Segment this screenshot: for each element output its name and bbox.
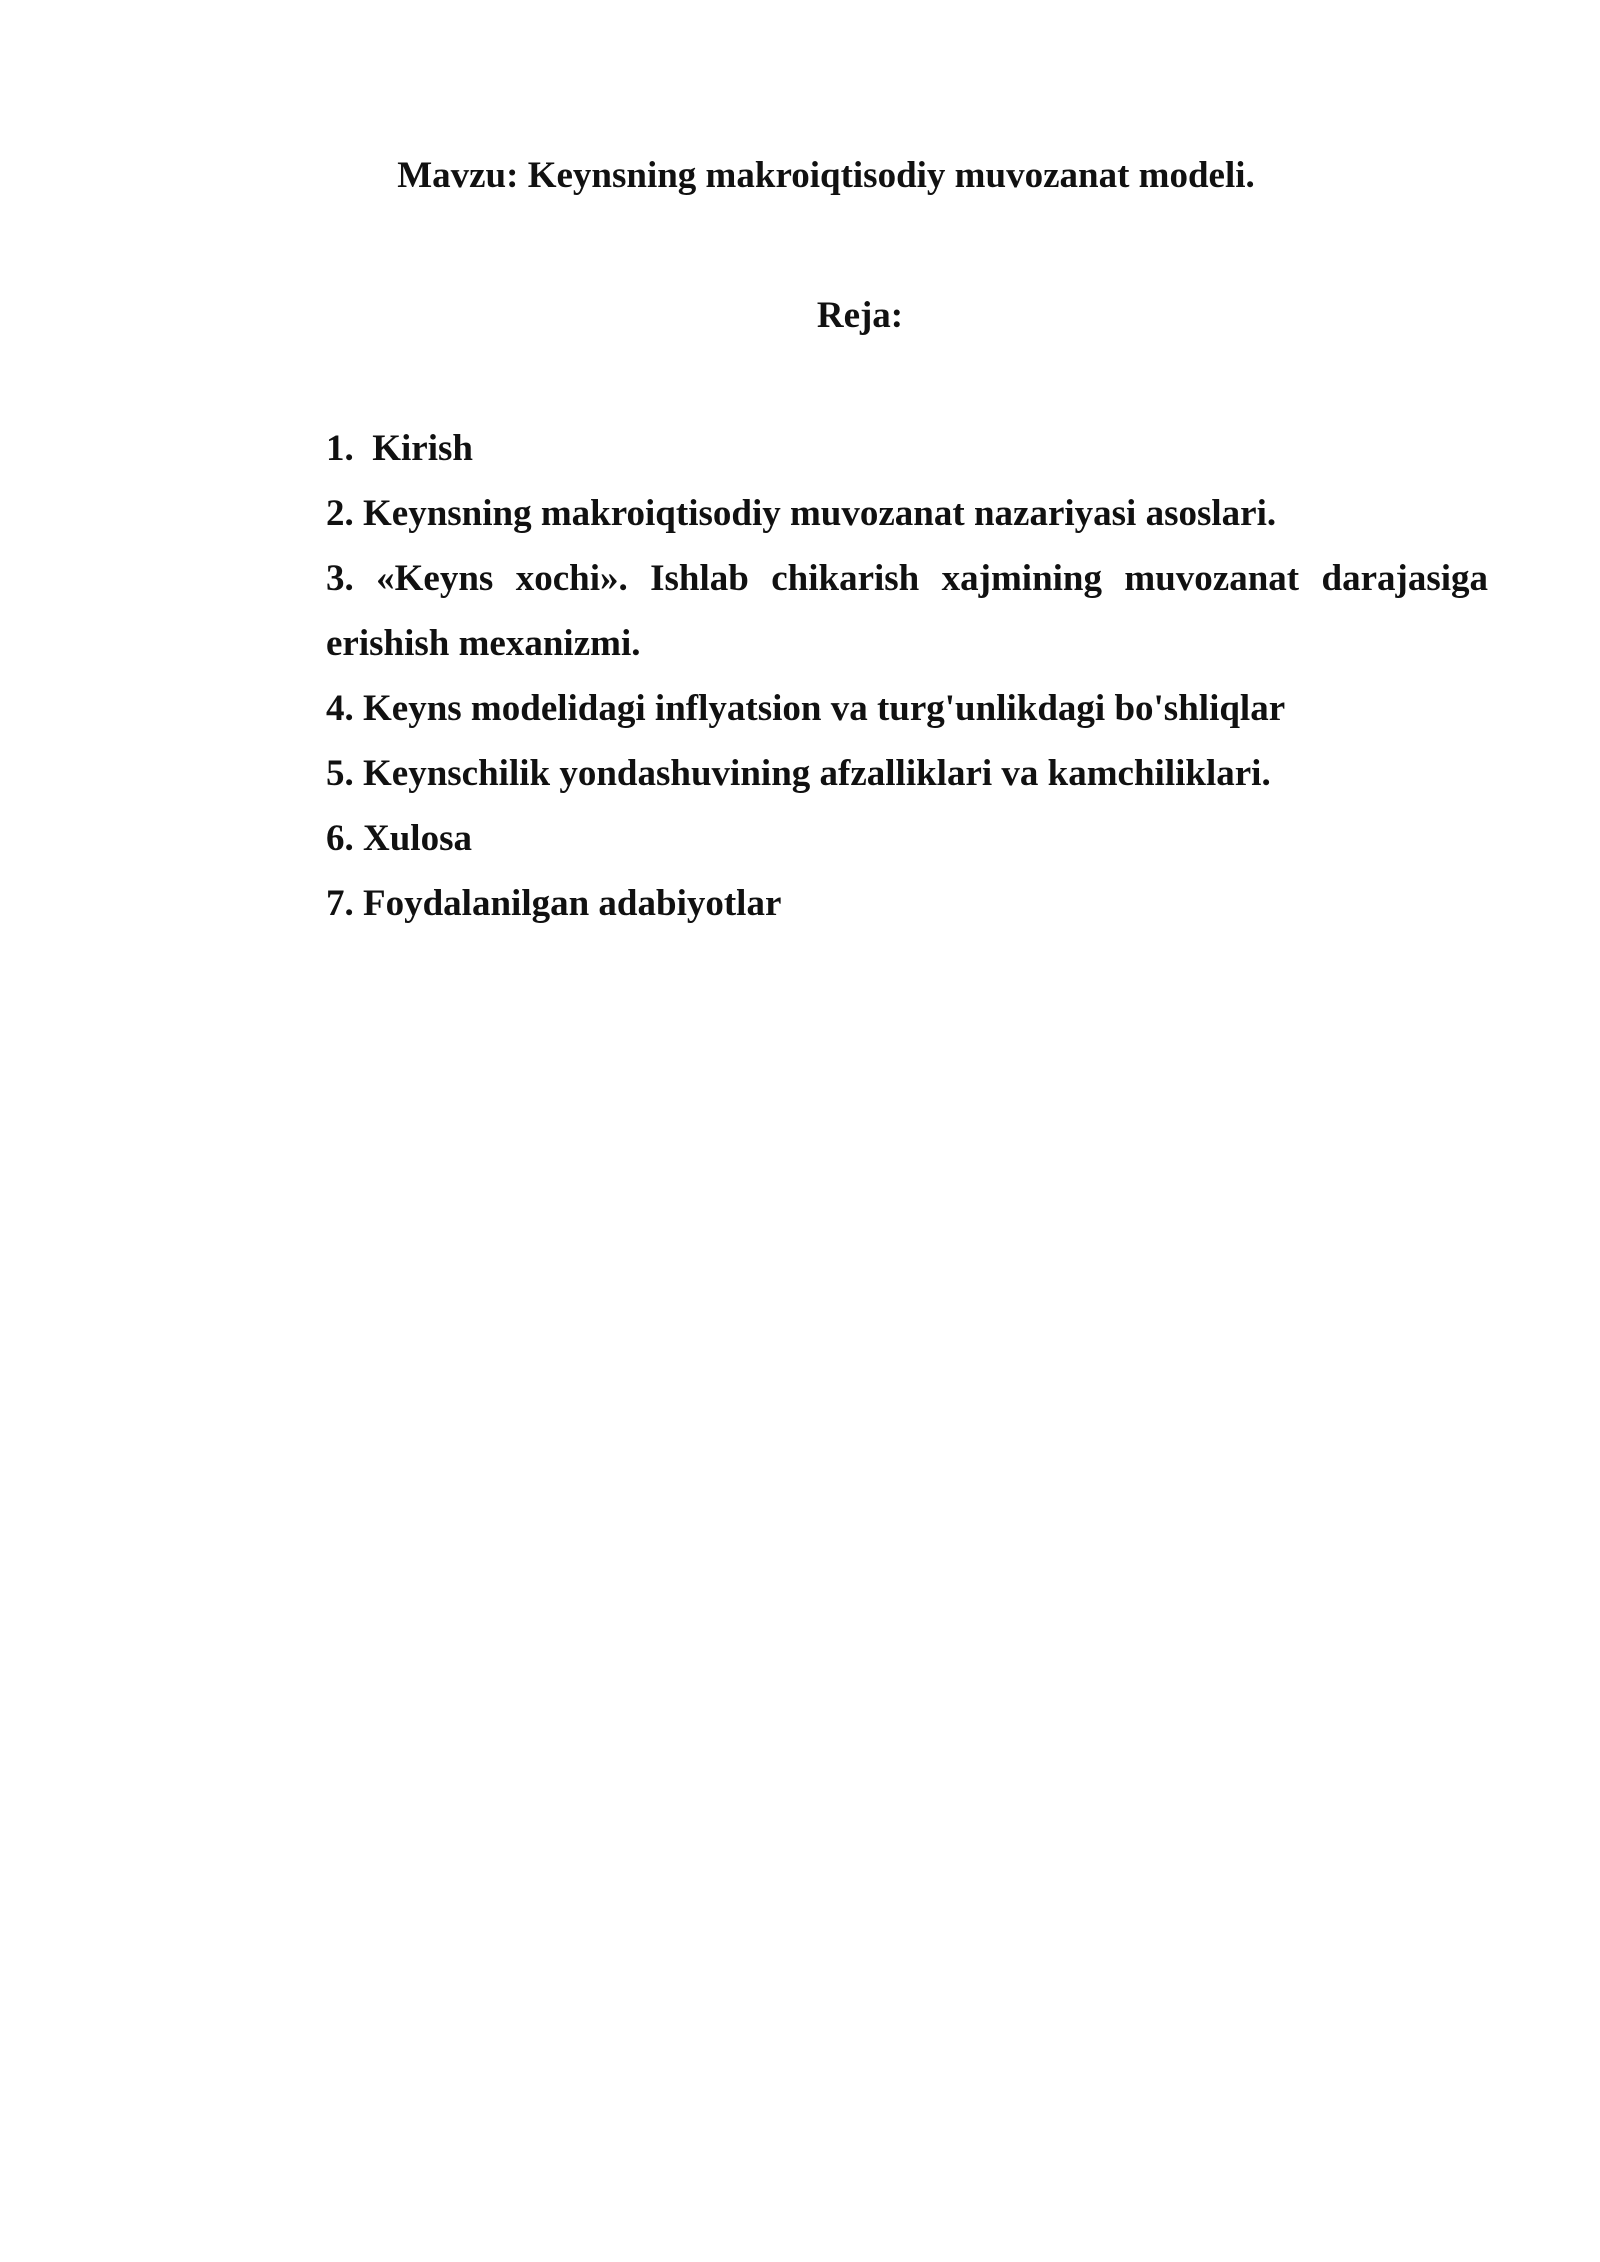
plan-item-text: 6. Xulosa <box>326 818 472 859</box>
plan-item-5 <box>326 741 1488 806</box>
plan-list <box>326 416 1488 936</box>
plan-item-7 <box>326 871 1488 936</box>
plan-item-4 <box>326 676 1488 741</box>
plan-item-text: 2. Keynsning makroiqtisodiy muvozanat nazariyasi asoslari. <box>326 493 1277 534</box>
plan-item-text: 1. Kirish <box>326 428 473 469</box>
plan-item-2 <box>326 481 1488 546</box>
plan-item-text: 7. Foydalanilgan adabiyotlar <box>326 883 782 924</box>
plan-item-text-continued: erishish mexanizmi. <box>326 623 641 664</box>
plan-item-1 <box>326 416 1488 481</box>
plan-item-6 <box>326 806 1488 871</box>
plan-item-text: 5. Keynschilik yondashuvining afzalliklari va kamchiliklari. <box>326 753 1271 794</box>
plan-item-3 <box>326 546 1488 676</box>
plan-heading: Reja: <box>816 295 904 336</box>
plan-item-text: 4. Keyns modelidagi inflyatsion va turg'unlikdagi bo'shliqlar <box>326 688 1286 729</box>
document-title: Mavzu: Keynsning makroiqtisodiy muvozanat modeli. <box>397 155 1255 196</box>
plan-item-text: 3. «Keyns xochi». Ishlab chikarish xajmining muvozanat darajasiga <box>326 558 1488 599</box>
